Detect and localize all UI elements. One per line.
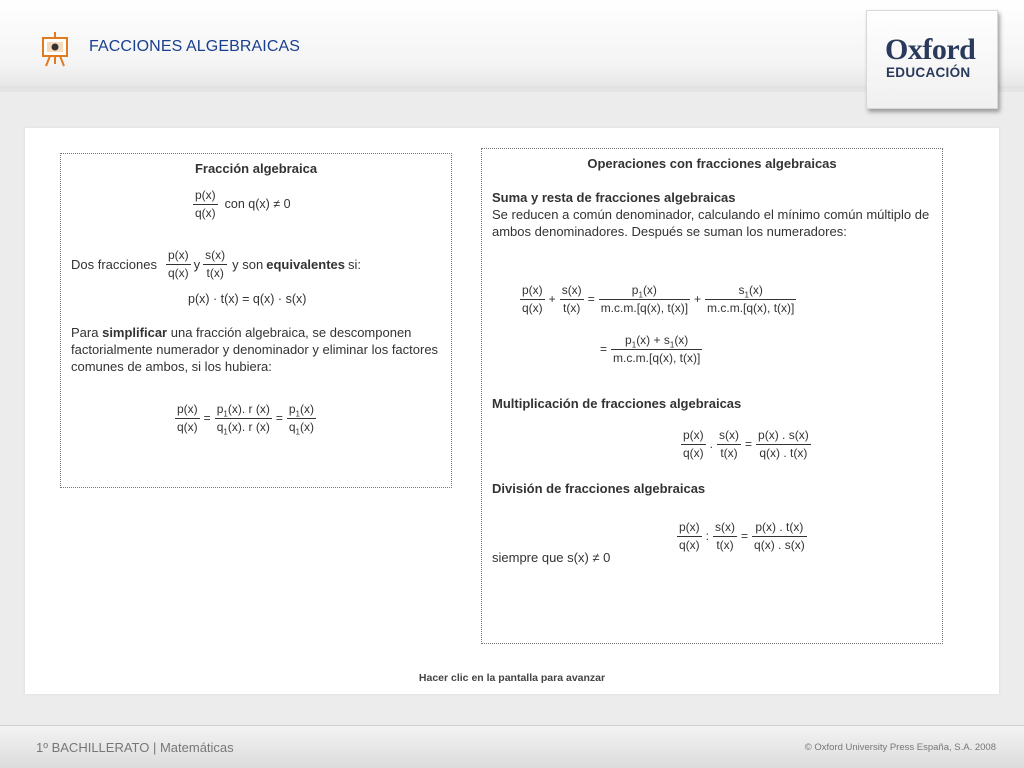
logo-subtitle: EDUCACIÓN bbox=[886, 65, 971, 80]
logo-wordmark: Oxford bbox=[885, 33, 976, 66]
operations-box bbox=[481, 148, 943, 644]
fraction: $\frac{p_1(x) + s_1(x)}{m.c.m.[q(x), t(x)]}$ bbox=[613, 333, 701, 365]
fraction: $\frac{p(x)}{q(x)}$ bbox=[177, 402, 198, 434]
fraction: $\frac{p(x) . t(x)}{q(x) . s(x)}$ bbox=[754, 520, 805, 552]
fraction: $\frac{p(x)}{q(x)}$ bbox=[683, 428, 704, 460]
fraction: $\frac{p(x)}{q(x)}$ bbox=[167, 248, 189, 280]
fraction: $\frac{s(x)}{t(x)}$ bbox=[719, 428, 740, 460]
fraction: $\frac{p(x)}{q(x)}$ bbox=[195, 188, 216, 220]
fraction: $\frac{p_1(x)}{m.c.m.[q(x), t(x)]}$ bbox=[600, 283, 689, 315]
multiplication-heading: Multiplicación de fracciones algebraicas bbox=[492, 396, 742, 411]
division-expression: $\frac{p(x)}{q(x)}$ : $\frac{s(x)}{t(x)}$ = $\frac{p(x) . t(x)}{q(x) . s(x)}$ bbox=[679, 520, 805, 552]
simplify-expression: $\frac{p(x)}{q(x)}$ = $\frac{p_1(x). r (x)}{q_1(x). r (x)}$ = $\frac{p_1(x)}{q_1(x)}$ bbox=[177, 402, 314, 437]
sum-heading: Suma y resta de fracciones algebraicas bbox=[492, 190, 736, 205]
sum-expression: $\frac{p(x)}{q(x)}$ + $\frac{s(x)}{t(x)}$ = $\frac{p_1(x)}{m.c.m.[q(x), t(x)]}$ + $\frac{s_1(x)}{m.c.m.[q(x), t(x)]}$ bbox=[522, 283, 795, 315]
presentation-board-icon bbox=[38, 30, 72, 68]
multiplication-expression: $\frac{p(x)}{q(x)}$ . $\frac{s(x)}{t(x)}$ = $\frac{p(x) . s(x)}{q(x) . t(x)}$ bbox=[683, 428, 809, 460]
page-title: FACCIONES ALGEBRAICAS bbox=[89, 38, 301, 55]
header bbox=[0, 0, 1024, 92]
fraction: $\frac{s(x)}{t(x)}$ bbox=[205, 248, 226, 280]
sum-text: Se reducen a común denominador, calculando el mínimo común múltiplo de ambos denominadores. Después se suman los numeradores: bbox=[492, 207, 930, 239]
box-title: Fracción algebraica bbox=[194, 161, 318, 176]
copyright-text: © Oxford University Press España, S.A. 2008 bbox=[804, 742, 996, 753]
footer bbox=[0, 725, 1024, 768]
equivalence-formula: p(x) · t(x) = q(x) · s(x) bbox=[188, 292, 307, 306]
definition-expression bbox=[193, 188, 291, 221]
fraction: $\frac{p_1(x)}{q_1(x)}$ bbox=[288, 402, 314, 437]
fraction: $\frac{s(x)}{t(x)}$ bbox=[561, 283, 582, 315]
advance-hint[interactable]: Hacer clic en la pantalla para avanzar bbox=[418, 672, 606, 684]
fraction: $\frac{s(x)}{t(x)}$ bbox=[715, 520, 736, 552]
equivalence-sentence: Dos fracciones $\frac{p(x)}{q(x)}$ y $\frac{s(x)}{t(x)}$ y son equivalentes si: bbox=[71, 248, 361, 280]
algebraic-fraction-box bbox=[60, 153, 452, 488]
sum-result-expression: = $\frac{p_1(x) + s_1(x)}{m.c.m.[q(x), t(x)]}$ bbox=[600, 333, 701, 365]
oxford-logo bbox=[866, 10, 998, 109]
fraction: $\frac{p_1(x). r (x)}{q_1(x). r (x)}$ bbox=[216, 402, 270, 437]
slide-content[interactable] bbox=[25, 128, 999, 694]
course-label: 1º BACHILLERATO | Matemáticas bbox=[36, 740, 234, 755]
fraction: $\frac{p(x) . s(x)}{q(x) . t(x)}$ bbox=[758, 428, 809, 460]
division-condition: siempre que s(x) ≠ 0 bbox=[492, 550, 611, 565]
division-heading: División de fracciones algebraicas bbox=[492, 481, 706, 496]
fraction: $\frac{s_1(x)}{m.c.m.[q(x), t(x)]}$ bbox=[707, 283, 795, 315]
box-title: Operaciones con fracciones algebraicas bbox=[587, 156, 837, 171]
condition-text: con q(x) ≠ 0 bbox=[224, 197, 291, 211]
fraction: $\frac{p(x)}{q(x)}$ bbox=[522, 283, 543, 315]
simplify-paragraph: Para simplificar una fracción algebraica, se descomponen factorialmente numerador y denominador y eliminar los factores comunes de ambos, si los hubiera: bbox=[71, 325, 439, 374]
fraction: $\frac{p(x)}{q(x)}$ bbox=[679, 520, 700, 552]
